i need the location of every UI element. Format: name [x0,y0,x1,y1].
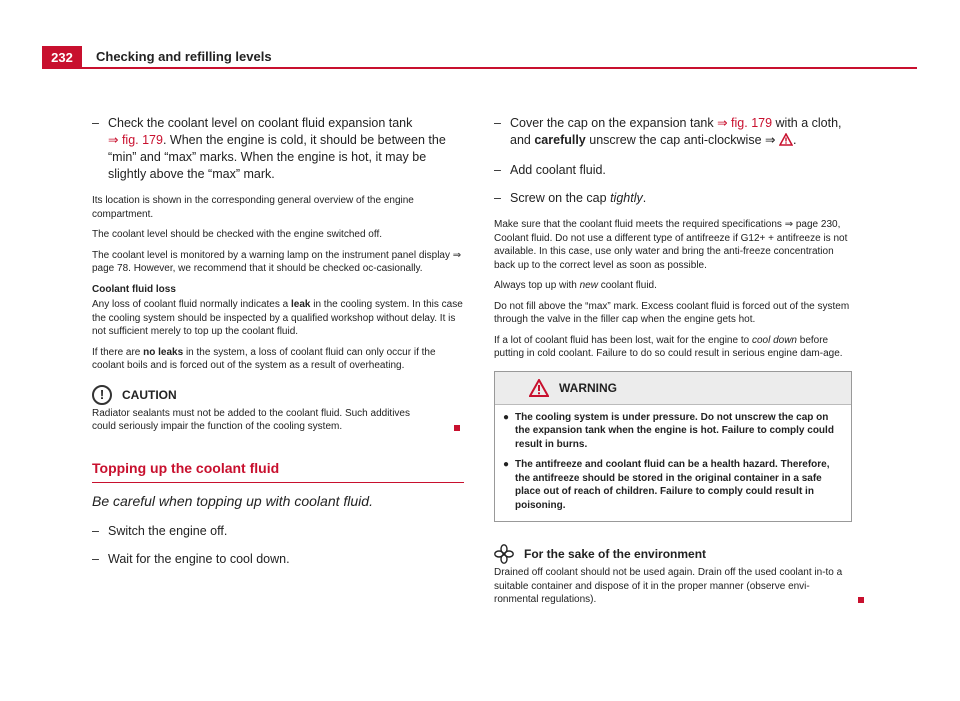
step-cool-down [92,551,464,568]
step-text: Check the coolant level on coolant fluid expansion tank [108,116,413,130]
step-text: unscrew the cap anti-clockwise ⇒ [585,133,779,147]
paragraph [92,346,464,373]
paragraph: Its location is shown in the corresponding general overview of the engine compartment. [92,195,414,220]
step-text: Add coolant fluid. [510,163,606,177]
step-text: . When the engine is cold, it should be between the “min” and “max” marks. When the engine is hot, it may be slightly above the “max” mark. [108,133,446,181]
bold-text: no leaks [143,346,184,358]
paragraph: Do not fill above the “max” mark. Excess coolant fluid is forced out of the system through the valve in the filler cap when the engine gets hot. [494,300,850,325]
text: Always top up with [494,280,580,291]
step-text: Wait for the engine to cool down. [108,551,290,566]
step-dash: – [494,116,501,130]
environment-block [494,566,854,607]
warning-item-text: The antifreeze and coolant fluid can be a health hazard. Therefore, the antifreeze should be stored in the original container in a safe place out of reach of children. Failure to comply could result in poisoning. [515,459,830,511]
step-dash: – [494,191,501,205]
step-text: . [792,133,797,147]
left-column [92,115,464,579]
step-dash: – [92,116,99,130]
bullet: ● [503,459,510,470]
italic-text: new [579,280,598,291]
page-header-title: Checking and refilling levels [96,49,272,64]
environment-header [494,544,854,564]
section-title: Topping up the coolant fluid [92,459,280,476]
subheading-text: Coolant fluid loss [92,283,176,295]
step-dash: – [494,163,501,177]
text: in the cooling system. In this case the cooling system should be inspected by a qualified workshop without delay. It is not sufficient merely to top up the coolant fluid. [92,299,463,337]
text: in the system, a loss of coolant fluid can only occur if the coolant boils and is forced out of the system as a result of overheating. [92,346,436,371]
warning-box [494,371,852,523]
step-add-coolant [494,162,854,179]
step-text: with a cloth, and [510,116,842,147]
flower-icon [494,544,514,564]
text: Any loss of coolant fluid normally indicates a [92,299,291,310]
fig-link[interactable]: ⇒ fig. 179 [717,116,773,130]
step-dash: – [92,551,99,566]
step-dash: – [92,523,99,538]
page-number: 232 [42,46,82,68]
warning-triangle-icon [529,379,549,397]
step-screw-cap [494,190,854,207]
text: before putting in cold coolant. Failure to do so could result in serious engine dam-age. [494,334,843,359]
text: If there are [92,346,144,358]
bold-text: leak [291,299,311,310]
environment-text: Drained off coolant should not be used again. Drain off the used coolant in-to a suitable container and dispose of it in the proper manner (observe envi-ronmental regulations). [494,567,843,605]
warning-body [495,405,851,522]
warning-item-text: The cooling system is under pressure. Do not unscrew the cap on the expansion tank when the engine is hot. Failure to comply could result in burns. [515,411,834,450]
italic-text: cool down [751,334,797,346]
text: If a lot of coolant fluid has been lost, wait for the engine to [494,334,752,346]
right-column [494,115,854,614]
end-marker [858,597,864,603]
step-text: . [642,191,647,205]
paragraph [494,334,854,361]
step-check-coolant [92,115,464,183]
text: coolant fluid. [597,280,657,291]
header-rule [42,67,917,69]
bullet: ● [503,411,510,423]
step-switch-off [92,523,464,540]
section-subtitle: Be careful when topping up with coolant fluid. [92,492,373,509]
section-rule [92,482,464,483]
warning-header [495,372,851,405]
paragraph: The coolant level is monitored by a warning lamp on the instrument panel display ⇒ page 78. However, we recommend that it should be checked oc-casionally. [92,249,462,274]
paragraph [92,298,464,339]
caution-text: Radiator sealants must not be added to the coolant fluid. Such additives could seriously impair the function of the cooling system. [92,407,410,432]
caution-title: CAUTION [122,387,177,402]
italic-text: tightly [610,191,643,205]
warning-item [503,458,843,512]
caution-header [92,385,464,405]
bold-text: carefully [534,133,586,147]
paragraph: Make sure that the coolant fluid meets the required specifications ⇒ page 230, Coolant fluid. Do not use a different type of antifreeze if G12+ + antifreeze is not available. In this case, use only water and bring the anti-freeze concentration back up to the correct level as soon as possible. [494,219,848,271]
fig-link[interactable]: ⇒ fig. 179 [108,133,163,147]
environment-title: For the sake of the environment [524,547,707,561]
caution-icon: ! [92,385,112,405]
paragraph: The coolant level should be checked with the engine switched off. [92,229,382,240]
step-cover-cap [494,115,854,151]
warning-title: WARNING [559,380,617,395]
end-marker [454,425,460,431]
step-text: Switch the engine off. [108,523,228,538]
caution-block [92,407,464,434]
paragraph [494,279,854,293]
warning-triangle-icon[interactable] [779,133,793,151]
step-text: Screw on the cap [510,191,611,205]
step-text: Cover the cap on the expansion tank [510,116,718,130]
subheading [92,283,464,297]
warning-item [503,411,843,452]
